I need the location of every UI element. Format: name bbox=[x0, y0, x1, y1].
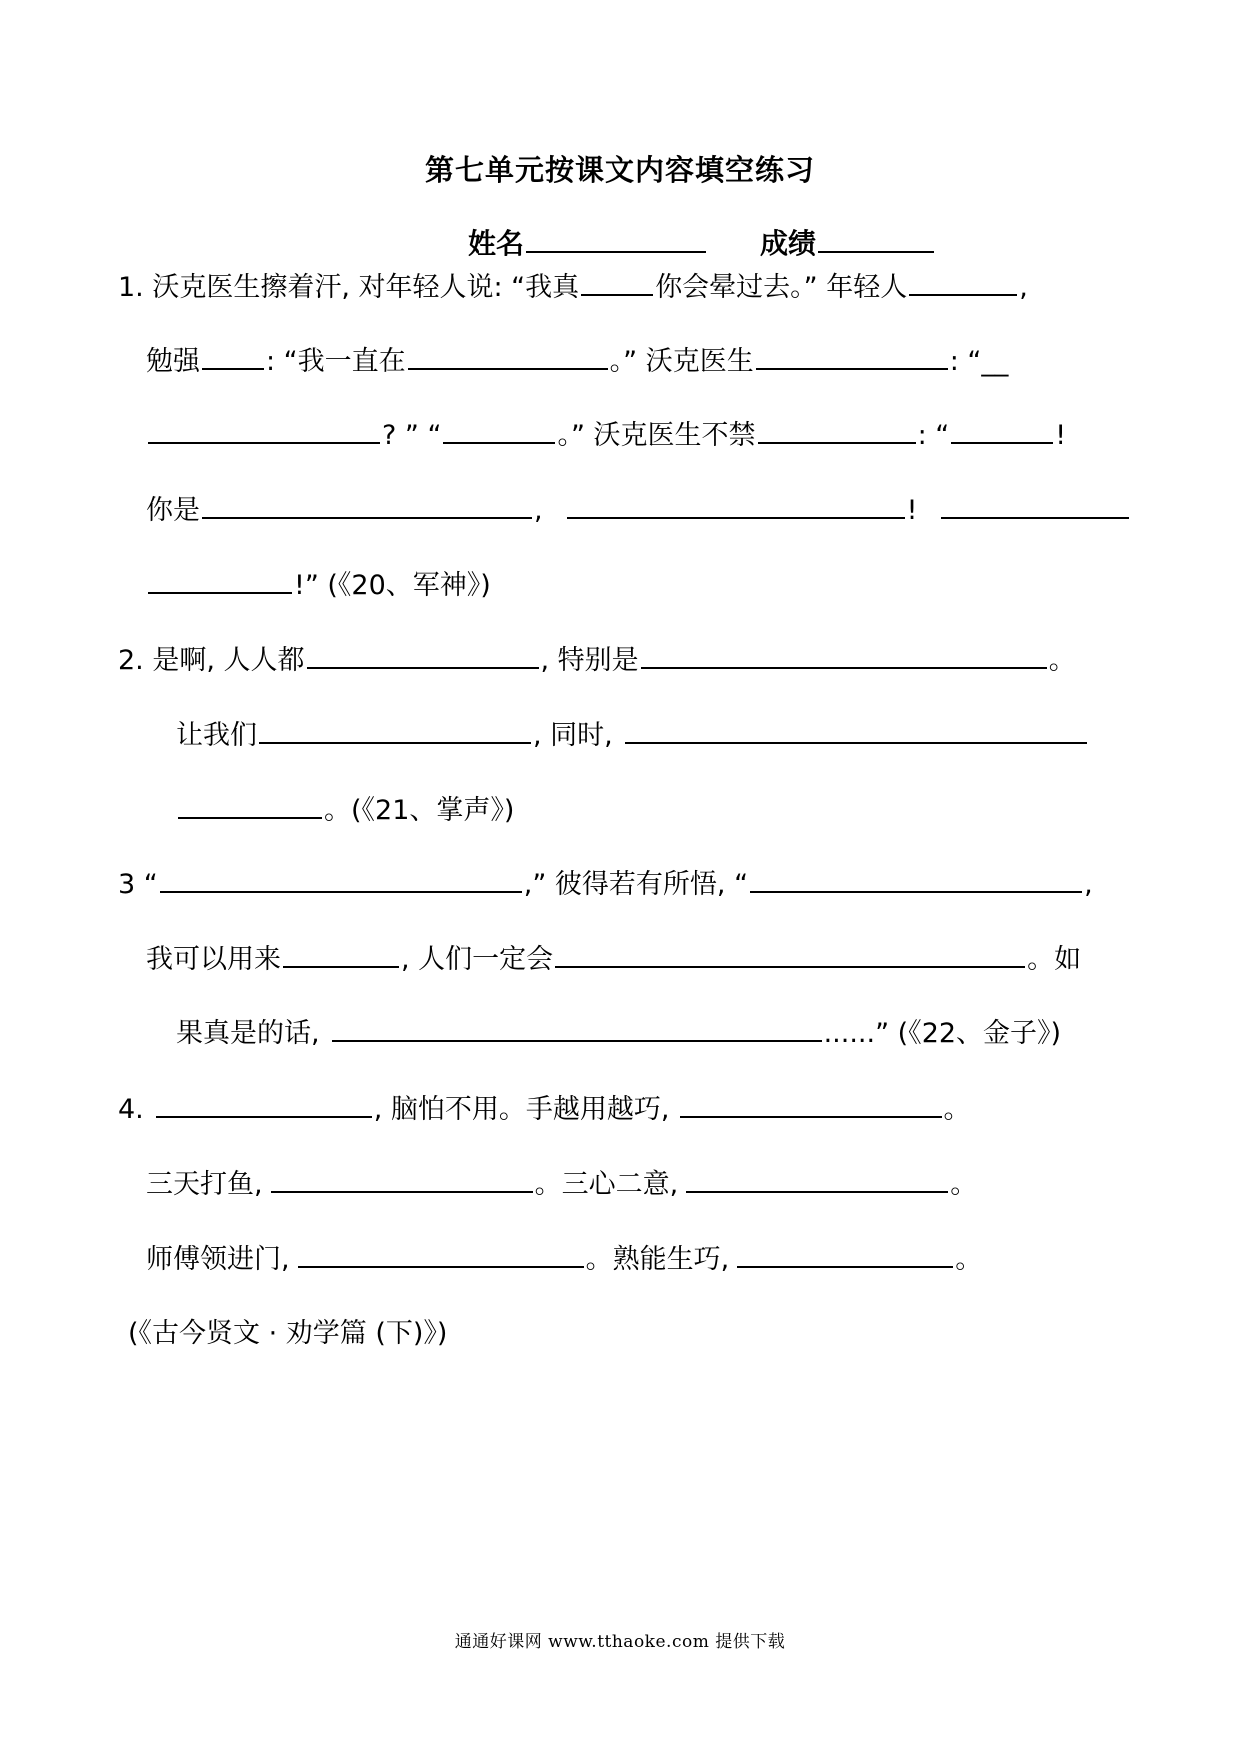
q3-text: 果真是的话, bbox=[176, 1018, 320, 1049]
q2-blank[interactable] bbox=[307, 666, 539, 669]
footer-credit: 通通好课网 www.tthaoke.com 提供下载 bbox=[454, 1632, 786, 1652]
q4-text: 。 bbox=[950, 1169, 978, 1200]
q1-text: 1. 沃克医生擦着汗, 对年轻人说: “我真 bbox=[118, 272, 580, 303]
q3-text: , 人们一定会 bbox=[401, 944, 554, 975]
score-blank[interactable] bbox=[818, 250, 934, 253]
q1-text: : “ bbox=[917, 420, 950, 451]
name-label: 姓名 bbox=[468, 227, 525, 260]
q2-text: , 同时, bbox=[533, 720, 613, 751]
q1-text: ! bbox=[906, 495, 918, 526]
q1-text: 。” 沃克医生不禁 bbox=[557, 420, 756, 451]
q1-line-1 bbox=[118, 268, 1028, 308]
q1-text: 勉强 bbox=[146, 346, 200, 377]
q1-text: ! bbox=[1055, 420, 1067, 451]
q1-text: : “我一直在 bbox=[266, 346, 406, 377]
q3-line-1 bbox=[118, 865, 1093, 905]
page-title: 第七单元按课文内容填空练习 bbox=[424, 153, 815, 187]
q4-line-1 bbox=[118, 1090, 971, 1130]
q4-blank[interactable] bbox=[156, 1115, 372, 1118]
q2-blank[interactable] bbox=[625, 741, 1087, 744]
q3-blank[interactable] bbox=[750, 890, 1082, 893]
q3-blank[interactable] bbox=[555, 965, 1025, 968]
q2-line-3 bbox=[176, 791, 514, 831]
q4-source: (《古今贤文 · 劝学篇 (下)》) bbox=[128, 1318, 448, 1349]
q2-blank[interactable] bbox=[178, 816, 322, 819]
q1-blank[interactable] bbox=[941, 516, 1129, 519]
q1-blank[interactable] bbox=[756, 367, 948, 370]
q4-blank[interactable] bbox=[737, 1265, 953, 1268]
q3-text: 3 “ bbox=[118, 869, 158, 900]
q1-line-5 bbox=[146, 566, 491, 606]
q1-blank[interactable] bbox=[148, 441, 380, 444]
q4-blank[interactable] bbox=[298, 1265, 584, 1268]
q3-line-3 bbox=[176, 1014, 1061, 1054]
q1-blank[interactable] bbox=[148, 591, 292, 594]
q4-text: 。 bbox=[943, 1094, 971, 1125]
q4-line-2 bbox=[146, 1165, 977, 1205]
q1-text: ? ” “ bbox=[382, 420, 442, 451]
q2-text: 。 bbox=[1048, 645, 1076, 676]
q1-blank[interactable] bbox=[408, 367, 608, 370]
q3-line-2 bbox=[146, 940, 1081, 980]
q1-blank[interactable] bbox=[567, 516, 905, 519]
q3-blank[interactable] bbox=[283, 965, 399, 968]
q3-text: ,” 彼得若有所悟, “ bbox=[523, 869, 749, 900]
q4-blank[interactable] bbox=[680, 1115, 942, 1118]
q1-text: : “__ bbox=[949, 346, 1009, 377]
q3-blank[interactable] bbox=[332, 1039, 822, 1042]
q1-text: , bbox=[534, 495, 543, 526]
q4-text: 。熟能生巧, bbox=[585, 1244, 730, 1275]
q4-blank[interactable] bbox=[686, 1190, 948, 1193]
q4-text: 三天打鱼, bbox=[146, 1169, 263, 1200]
q1-text: 你会晕过去。” 年轻人 bbox=[655, 272, 908, 303]
q1-blank[interactable] bbox=[202, 367, 264, 370]
q1-text: 你是 bbox=[146, 495, 200, 526]
q3-text: 。如 bbox=[1027, 944, 1082, 975]
q4-line-3 bbox=[146, 1240, 982, 1280]
q2-blank[interactable] bbox=[259, 741, 531, 744]
q1-blank[interactable] bbox=[581, 293, 653, 296]
q4-text: , 脑怕不用。手越用越巧, bbox=[373, 1094, 670, 1125]
name-blank[interactable] bbox=[526, 250, 706, 253]
q1-line-3 bbox=[146, 416, 1066, 456]
q1-blank[interactable] bbox=[951, 441, 1053, 444]
q1-text: !” (《20、军神》) bbox=[294, 570, 491, 601]
q1-blank[interactable] bbox=[443, 441, 555, 444]
q2-line-2 bbox=[176, 716, 1089, 756]
q4-text: 4. bbox=[118, 1094, 144, 1125]
q2-line-1 bbox=[118, 641, 1076, 681]
q4-text: 师傅领进门, bbox=[146, 1244, 290, 1275]
q1-blank[interactable] bbox=[758, 441, 916, 444]
q4-text: 。 bbox=[955, 1244, 983, 1275]
score-label: 成绩 bbox=[760, 227, 817, 260]
q1-text: 。” 沃克医生 bbox=[609, 346, 754, 377]
student-info-line bbox=[468, 222, 936, 262]
q2-text: , 特别是 bbox=[540, 645, 639, 676]
q2-blank[interactable] bbox=[641, 666, 1047, 669]
q1-line-4 bbox=[146, 491, 1131, 531]
q3-blank[interactable] bbox=[160, 890, 522, 893]
q4-text: 。三心二意, bbox=[534, 1169, 679, 1200]
q1-text: , bbox=[1019, 272, 1028, 303]
q1-line-2 bbox=[146, 342, 1008, 382]
q2-text: 2. 是啊, 人人都 bbox=[118, 645, 305, 676]
q3-text: 我可以用来 bbox=[146, 944, 281, 975]
q1-blank[interactable] bbox=[909, 293, 1017, 296]
q3-text: ......” (《22、金子》) bbox=[823, 1018, 1062, 1049]
q4-blank[interactable] bbox=[271, 1190, 533, 1193]
q3-text: , bbox=[1084, 869, 1093, 900]
q1-blank[interactable] bbox=[202, 516, 532, 519]
q2-text: 让我们 bbox=[176, 720, 257, 751]
q2-text: 。(《21、掌声》) bbox=[324, 795, 515, 826]
